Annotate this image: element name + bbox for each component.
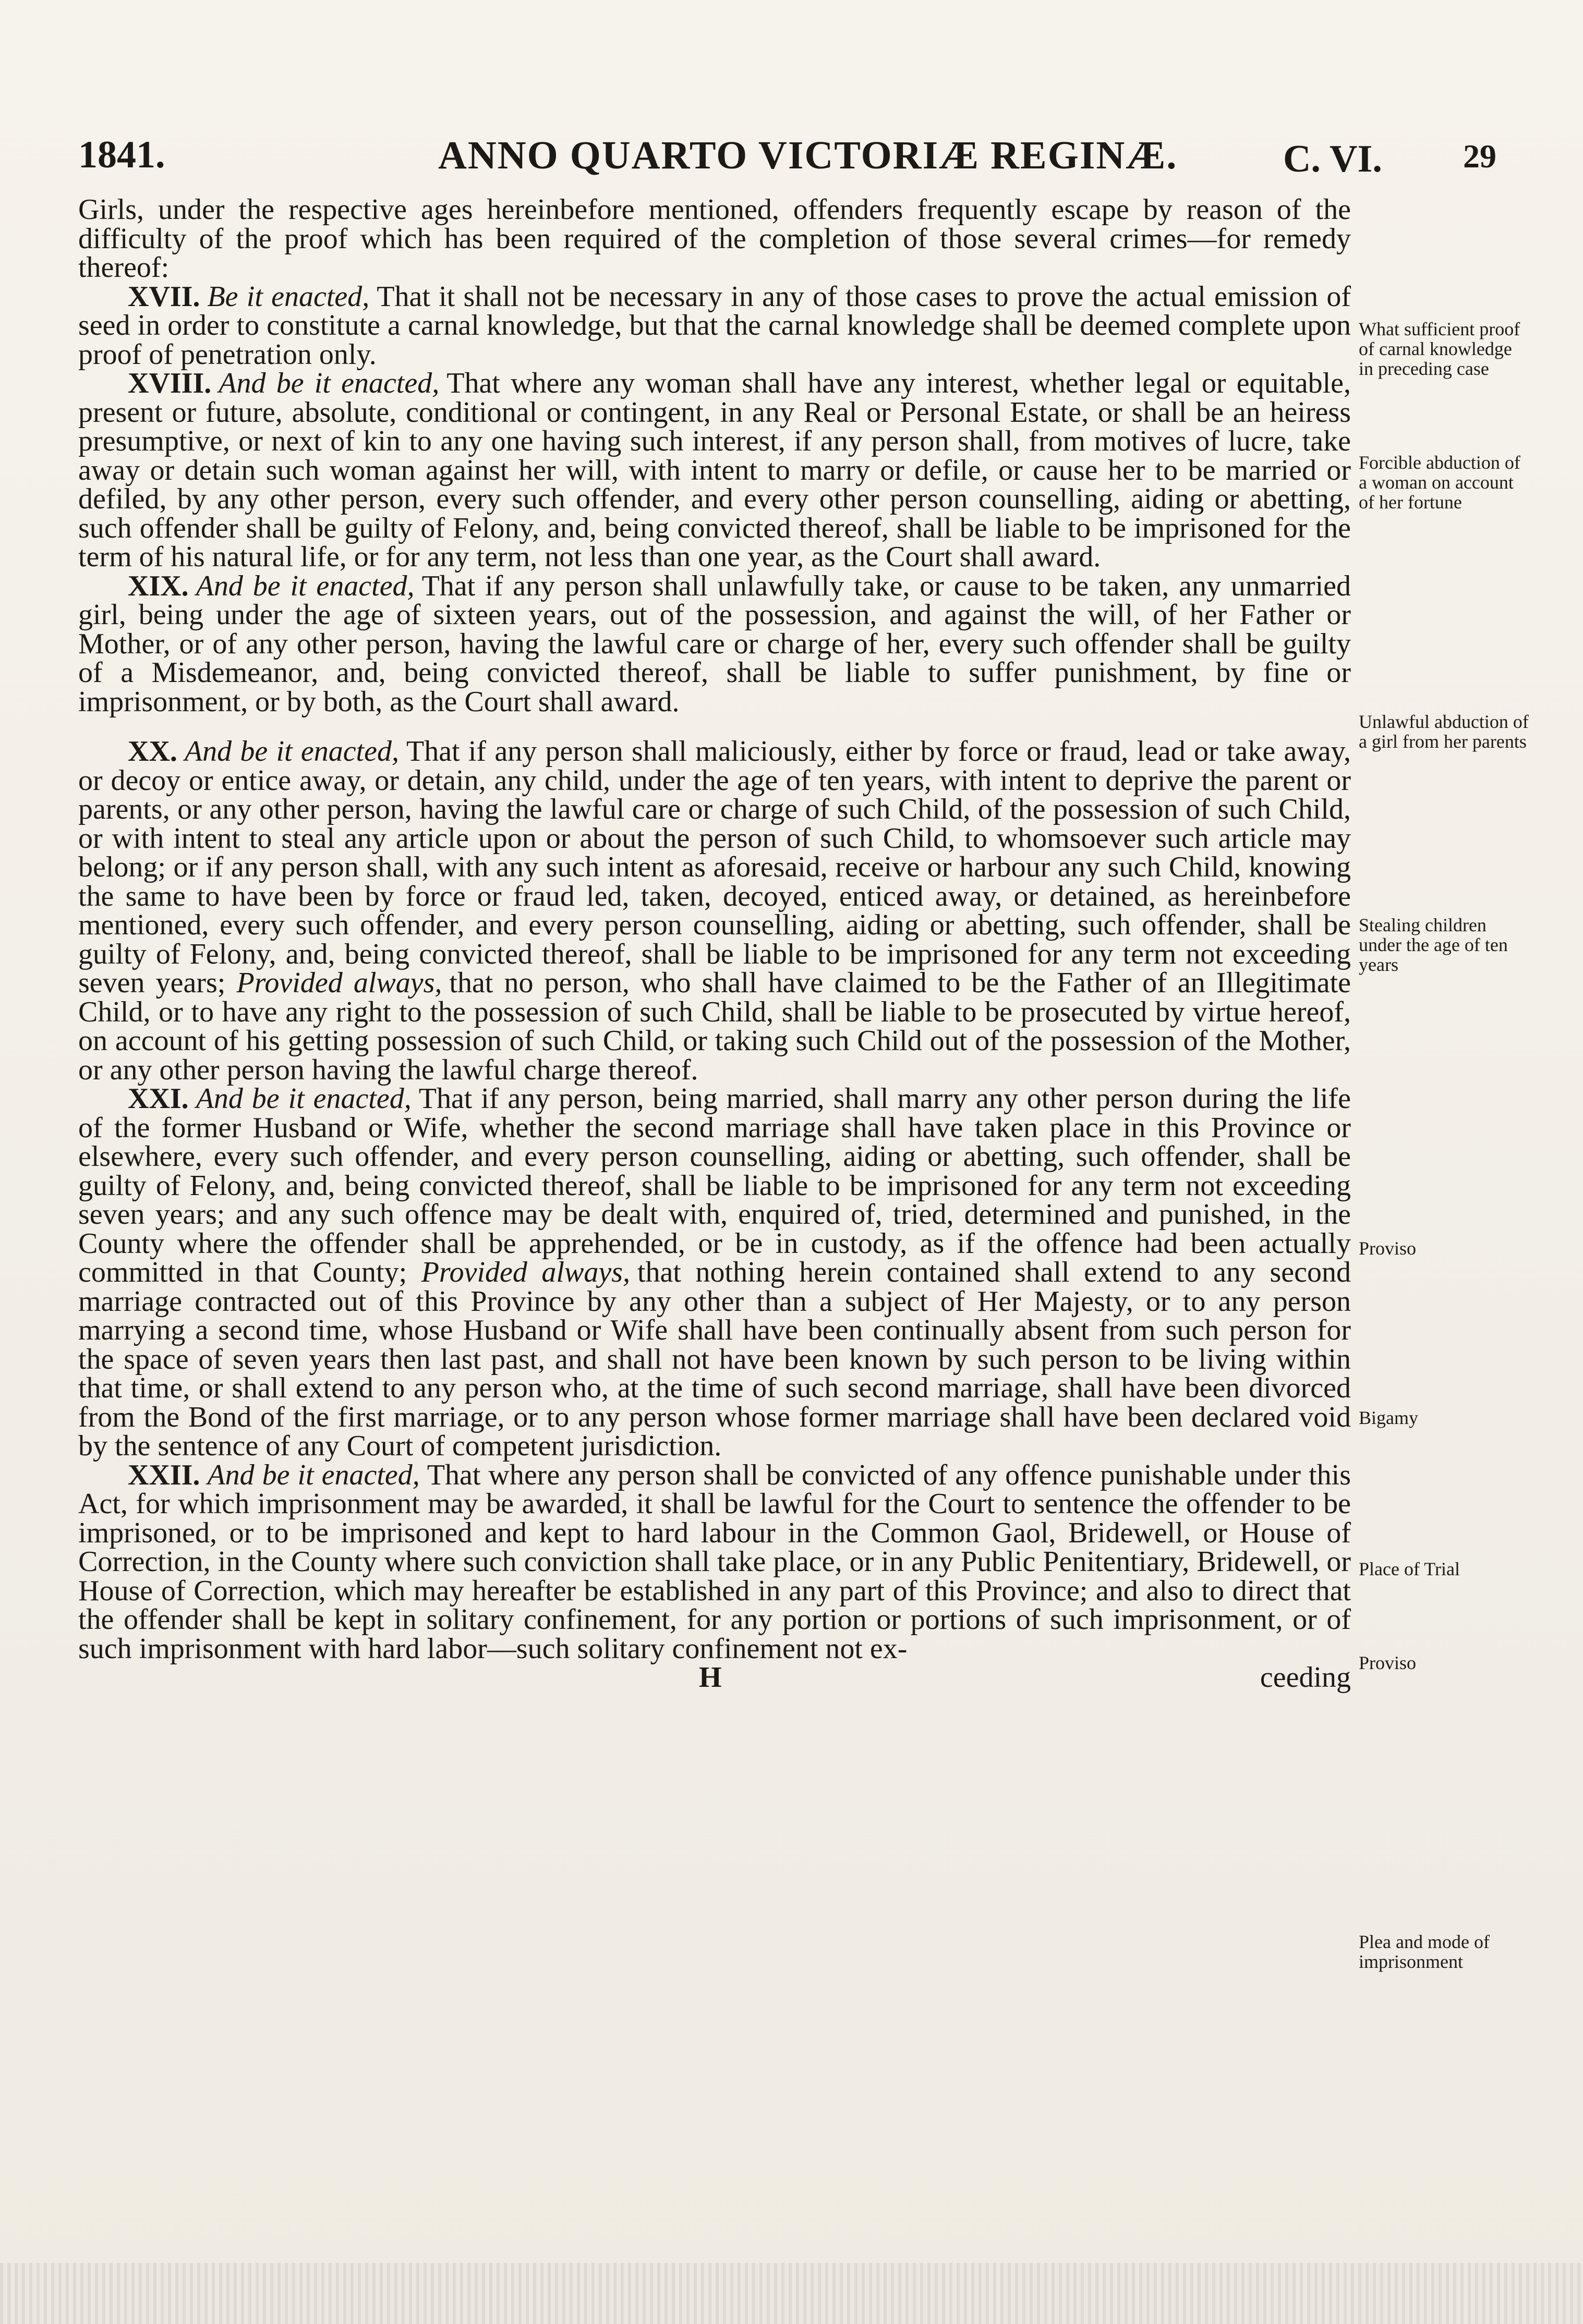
paragraph-continuation: Girls, under the respective ages hereinbefore mentioned, offenders frequently escape by reason of the difficulty of the proof which has been required of the completion of those several crimes—for remedy thereof:	[78, 193, 1351, 284]
margin-note-proviso: Proviso	[1359, 1238, 1417, 1259]
section-xxii	[78, 1458, 1351, 1665]
scan-artifact-band	[0, 2263, 1583, 2324]
page-footer-line	[78, 1663, 1351, 1693]
header-year: 1841.	[78, 133, 165, 176]
section-number: XXI.	[128, 1082, 189, 1115]
section-number: XXII.	[128, 1458, 200, 1491]
section-xix	[78, 569, 1351, 718]
header-chapter: C. VI.	[1283, 138, 1382, 180]
enacting-clause: Be it enacted,	[207, 280, 370, 313]
body-text	[78, 193, 1351, 1694]
margin-note-place-of-trial: Place of Trial	[1359, 1559, 1460, 1579]
section-xvii	[78, 280, 1351, 371]
section-text: That if any person shall maliciously, either by force or fraud, lead or take away, or decoy or entice away, or detain, any child, under the age of ten years, with intent to deprive the parent or parents, or any other person, having the lawful care or charge of such Child, of the possession of such Child, or with intent to steal any article upon or about the person of such Child, to whomsoever such article may belong; or if any person shall, with any such intent as aforesaid, receive or harbour any such Child, knowing the same to have been by force or fraud led, taken, decoyed, enticed away, or detained, as hereinbefore mentioned, every such offender, and every person counselling, aiding or abetting, such offender, shall be guilty of Felony, and, being convicted thereof, shall be liable to be imprisoned for any term not exceeding seven years;	[78, 735, 1351, 999]
margin-note-imprisonment: Plea and mode of imprisonment	[1359, 1931, 1490, 1972]
section-text: That where any person shall be convicted of any offence punishable under this Act, for which imprisonment may be awarded, it shall be lawful for the Court to sentence the offender to be imprisoned, or to be imprisoned and kept to hard labour in the Common Gaol, Bridewell, or House of Correction, in the County where such conviction shall take place, or in any Public Penitentiary, Bridewell, or House of Correction, which may hereafter be established in any part of this Province; and also to direct that the offender shall be kept in solitary confinement, for any portion or portions of such imprisonment, or of such imprisonment with hard labor—such solitary confinement not ex-	[78, 1458, 1351, 1665]
proviso-clause: Provided always,	[421, 1256, 630, 1288]
margin-note-forcible-abduction: Forcible abduction of a woman on account of her fortune	[1359, 452, 1520, 513]
section-xx	[78, 737, 1351, 1085]
margin-note-unlawful-abduction: Unlawful abduction of a girl from her parents	[1359, 711, 1529, 752]
section-xviii	[78, 369, 1351, 572]
header-title: ANNO QUARTO VICTORIÆ REGINÆ.	[438, 133, 1178, 177]
margin-note-carnal-knowledge: What sufficient proof of carnal knowledge in preceding case	[1359, 319, 1520, 379]
section-text: That if any person shall unlawfully take, or cause to be taken, any unmarried girl, being under the age of sixteen years, out of the possession, and against the will, of her Father or Mother, or of any other person, having the lawful care or charge of her, every such offender shall be guilty of a Misdemeanor, and, being convicted thereof, shall be liable to suffer punishment, by fine or imprisonment, or by both, as the Court shall award.	[78, 569, 1351, 718]
margin-note-stealing-children: Stealing children under the age of ten years	[1359, 915, 1508, 975]
section-text: That where any woman shall have any interest, whether legal or equitable, present or future, absolute, conditional or contingent, in any Real or Personal Estate, or shall be an heiress presumptive, or next of kin to any one having such interest, if any person shall, from motives of lucre, take away or detain such woman against her will, with intent to marry or defile, or cause her to be married or defiled, by any other person, every such offender, and every other person counselling, aiding or abetting, such offender shall be guilty of Felony, and, being convicted thereof, shall be liable to be imprisoned for the term of his natural life, or for any term, not less than one year, as the Court shall award.	[78, 367, 1351, 573]
section-text: That it shall not be necessary in any of those cases to prove the actual emission of seed in order to constitute a carnal knowledge, but that the carnal knowledge shall be deemed complete upon proof of penetration only.	[78, 280, 1351, 371]
catchword: ceeding	[1260, 1661, 1351, 1694]
signature-mark: H	[699, 1661, 722, 1694]
section-text-continued: that no person, who shall have claimed to be the Father of an Illegitimate Child, or to have any right to the possession of such Child, shall be liable to be prosecuted by virtue hereof, on account of his getting possession of such Child, or taking such Child out of the possession of the Mother, or any other person having the lawful charge thereof.	[78, 967, 1351, 1086]
enacting-clause: And be it enacted,	[196, 1082, 412, 1115]
page-number: 29	[1463, 138, 1496, 175]
section-number: XVII.	[128, 280, 200, 313]
proviso-clause: Provided always,	[236, 967, 442, 999]
enacting-clause: And be it enacted,	[219, 367, 440, 399]
enacting-clause: And be it enacted,	[196, 569, 415, 602]
section-number: XIX.	[128, 569, 189, 602]
margin-note-proviso-2: Proviso	[1359, 1652, 1417, 1673]
running-header	[78, 133, 1528, 190]
section-xxi	[78, 1082, 1351, 1462]
section-number: XVIII.	[128, 367, 212, 399]
enacting-clause: And be it enacted,	[184, 735, 399, 768]
section-text-continued: that nothing herein contained shall extend to any second marriage contracted out of this Province by any other than a subject of Her Majesty, or to any person marrying a second time, whose Husband or Wife shall have been continually absent from such person for the space of seven years then last past, and shall not have been known by such person to be living within that time, or shall extend to any person who, at the time of such second marriage, shall have been divorced from the Bond of the first marriage, or to any person whose former marriage shall have been declared void by the sentence of any Court of competent jurisdiction.	[78, 1256, 1351, 1462]
enacting-clause: And be it enacted,	[207, 1458, 420, 1491]
margin-note-bigamy: Bigamy	[1359, 1407, 1418, 1428]
section-text: That if any person, being married, shall marry any other person during the life of the former Husband or Wife, whether the second marriage shall have taken place in this Province or elsewhere, every such offender, and every person counselling, aiding or abetting, such offender, shall be guilty of Felony, and, being convicted thereof, shall be liable to be imprisoned for any term not exceeding seven years; and any such offence may be dealt with, enquired of, tried, determined and punished, in the County where the offender shall be apprehended, or be in custody, as if the offence had been actually committed in that County;	[78, 1082, 1351, 1288]
section-number: XX.	[128, 735, 177, 768]
